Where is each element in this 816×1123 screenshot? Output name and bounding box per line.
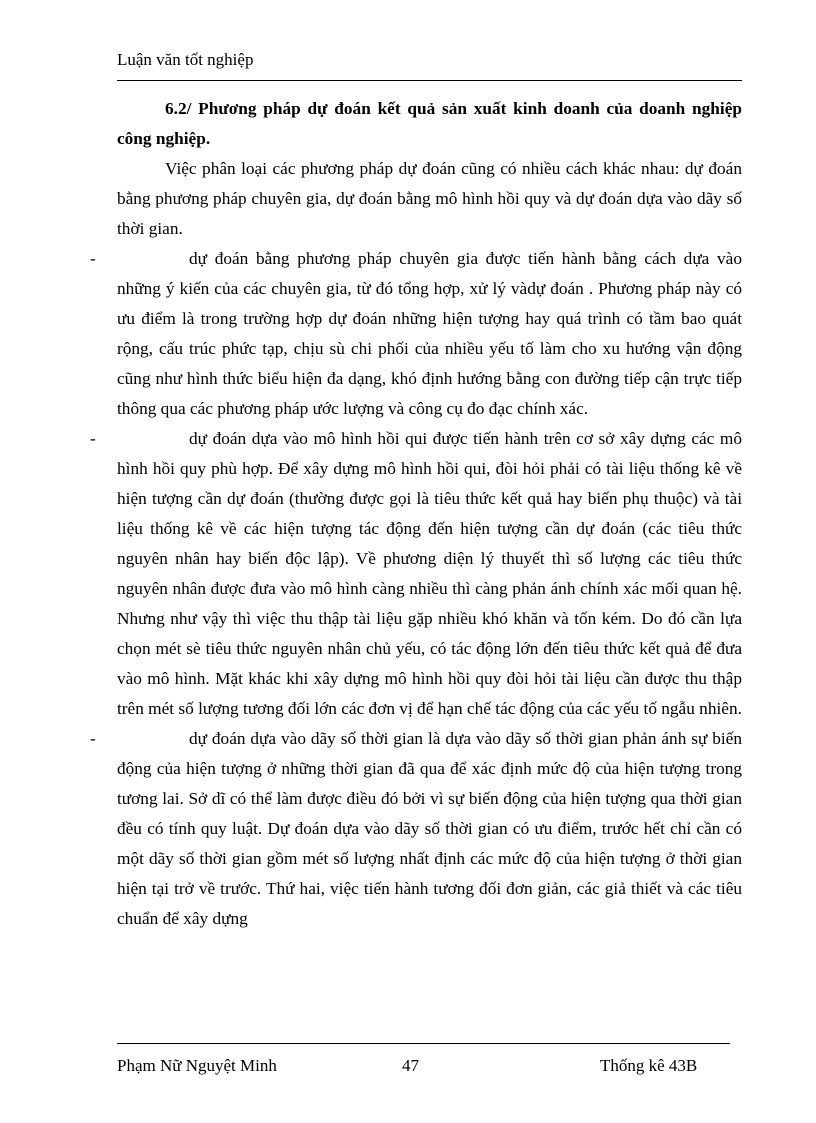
header-divider	[117, 80, 742, 81]
section-heading: 6.2/ Phương pháp dự đoán kết quả sản xuất kinh doanh của doanh nghiệp công nghiệp.	[117, 99, 742, 148]
footer-page-number: 47	[402, 1056, 419, 1075]
footer-divider	[117, 1043, 730, 1044]
bullet-marker: -	[90, 729, 96, 748]
page-content	[90, 94, 742, 934]
footer-author: Phạm Nữ Nguyệt Minh	[117, 1056, 277, 1075]
intro-paragraph: Việc phân loại các phương pháp dự đoán cũng có nhiều cách khác nhau: dự đoán bằng phương pháp chuyên gia, dự đoán bằng mô hình hồi quy và dự đoán dựa vào dãy số thời gian.	[117, 159, 742, 238]
bullet-marker: -	[90, 249, 96, 268]
bullet-marker: -	[90, 429, 96, 448]
page-header-title: Luận văn tốt nghiệp	[117, 50, 254, 69]
bullet-item-expert	[90, 244, 742, 424]
bullet-item-regression	[90, 424, 742, 724]
bullet-text: dự đoán dựa vào mô hình hồi qui được tiến hành trên cơ sở xây dựng các mô hình hồi quy phù hợp. Để xây dựng mô hình hồi qui, đòi hỏi phải có tài liệu thống kê về hiện tượng cần dự đoán (thường được gọi là tiêu thức kết quả hay biến phụ thuộc) và tài liệu thống kê về các hiện tượng tác động đến hiện tượng cần dự đoán (các tiêu thức nguyên nhân hay biến độc lập). Về phương diện lý thuyết thì số lượng các tiêu thức nguyên nhân được đưa vào mô hình càng nhiều thì càng phản ánh chính xác mối quan hệ. Nhưng như vậy thì việc thu thập tài liệu gặp nhiều khó khăn và tốn kém. Do đó cần lựa chọn mét sè tiêu thức nguyên nhân chủ yếu, có tác động lớn đến tiêu thức kết quả để đưa vào mô hình. Mặt khác khi xây dựng mô hình hồi quy đòi hỏi tài liệu cần được thu thập trên mét số lượng tương đối lớn các đơn vị để hạn chế tác động của các yếu tố ngẫu nhiên.	[117, 429, 742, 718]
bullet-item-time-series	[90, 724, 742, 934]
bullet-text: dự đoán bằng phương pháp chuyên gia được tiến hành bằng cách dựa vào những ý kiến của các chuyên gia, từ đó tổng hợp, xử lý vàdự đoán . Phương pháp này có ưu điểm là trong trường hợp dự đoán những hiện tượng hay quá trình có tầm bao quát rộng, cấu trúc phức tạp, chịu sù chi phối của nhiều yếu tố làm cho xu hướng vận động cũng như hình thức biểu hiện đa dạng, khó định hướng bằng con đường tiếp cận trực tiếp thông qua các phương pháp ước lượng và công cụ đo đạc chính xác.	[117, 249, 742, 418]
bullet-text: dự đoán dựa vào dãy số thời gian là dựa vào dãy số thời gian phản ánh sự biến động của hiện tượng ở những thời gian đã qua để xác định mức độ của hiện tượng trong tương lai. Sở dĩ có thể làm được điều đó bởi vì sự biến động của hiện tượng qua thời gian đều có tính quy luật. Dự đoán dựa vào dãy số thời gian có ưu điểm, trước hết chỉ cần có một dãy số thời gian gồm mét số lượng nhất định các mức độ của hiện tượng ở thời gian hiện tại trở về trước. Thứ hai, việc tiến hành tương đối đơn giản, các giả thiết và các tiêu chuẩn để xây dựng	[117, 729, 742, 928]
footer-class: Thống kê 43B	[600, 1056, 698, 1075]
